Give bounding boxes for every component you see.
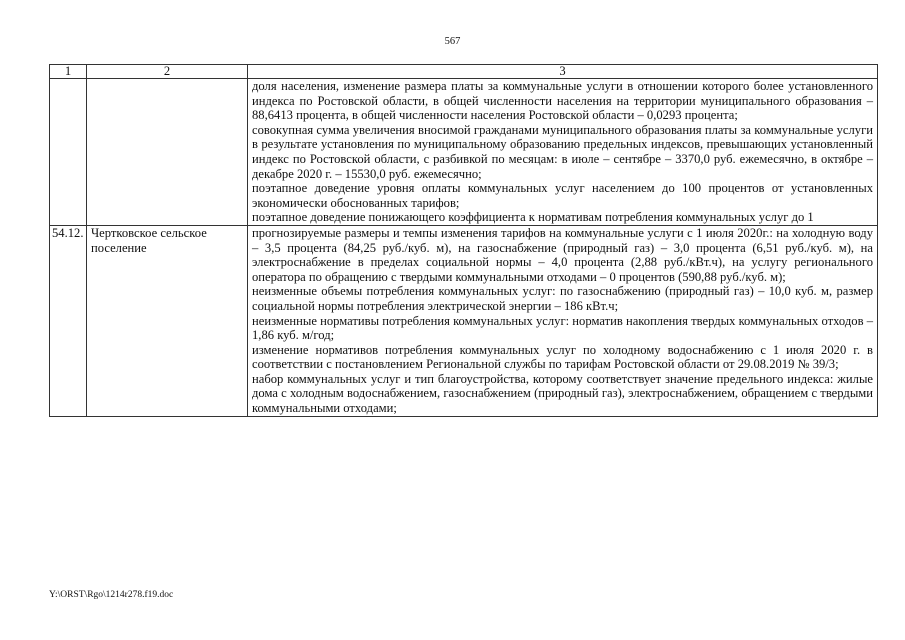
municipality-name: Чертковское сельское поселение [87,225,248,416]
table-header-row [50,65,878,79]
measures-cell [248,79,878,226]
file-path-footer: Y:\ORST\Rgo\1214r278.f19.doc [49,590,174,600]
paragraph: набор коммунальных услуг и тип благоустройства, которому соответствует значение предельного индекса: жилые дома с холодным водоснабжением, газоснабжением (природный газ), электроснабжением, обращением с твердыми коммунальными отходами; [252,371,873,416]
tariff-table [49,64,878,417]
table-row [50,225,878,416]
paragraph: поэтапное доведение понижающего коэффициента к нормативам потребления коммунальных услуг до 1 [252,210,814,225]
paragraph: неизменные объемы потребления коммунальных услуг: по газоснабжению (природный газ) – 10,0 куб. м, размер социальной нормы потребления электрической энергии – 186 кВт.ч; [252,284,873,313]
row-number [50,79,87,226]
column-header-1: 1 [50,65,87,79]
column-header-3: 3 [248,65,878,79]
municipality-name [87,79,248,226]
table-row [50,79,878,226]
paragraph: поэтапное доведение уровня оплаты коммунальных услуг населением до 100 процентов от установленных экономически обоснованных тарифов; [252,181,873,210]
paragraph: изменение нормативов потребления коммунальных услуг по холодному водоснабжению с 1 июля 2020 г. в соответствии с постановлением Региональной службы по тарифам Ростовской области от 29.08.2019 № 39/3; [252,342,873,372]
row-number: 54.12. [50,225,87,416]
page-number: 567 [444,36,461,47]
measures-cell [248,225,878,416]
paragraph: неизменные нормативы потребления коммунальных услуг: норматив накопления твердых коммунальных отходов – 1,86 куб. м/год; [252,313,873,343]
paragraph: доля населения, изменение размера платы за коммунальные услуги в отношении которого более установленного индекса по Ростовской области, в общей численности населения на территории муниципального образования – 88,6413 процента, в общей численности населения Ростовской области – 0,0293 процента; [252,79,873,123]
column-header-2: 2 [87,65,248,79]
paragraph: прогнозируемые размеры и темпы изменения тарифов на коммунальные услуги с 1 июля 2020г.: на холодную воду – 3,5 процента (84,25 руб./куб. м), на газоснабжение (природный газ) – 3,0 процента (6,51 руб./куб. м), на электроснабжение в пределах социальной нормы – 4,0 процента (2,88 руб./кВт.ч), на услугу регионального оператора по обращению с твердыми коммунальными отходами – 0 процентов (590,88 руб./куб. м); [252,225,873,284]
paragraph: совокупная сумма увеличения вносимой гражданами муниципального образования платы за коммунальные услуги в результате установления по муниципальному образованию предельных индексов, превышающих установленный индекс по Ростовской области, с разбивкой по месяцам: в июле – сентябре – 3370,0 руб. ежемесячно, в октябре – декабре 2020 г. – 15530,0 руб. ежемесячно; [252,122,873,181]
